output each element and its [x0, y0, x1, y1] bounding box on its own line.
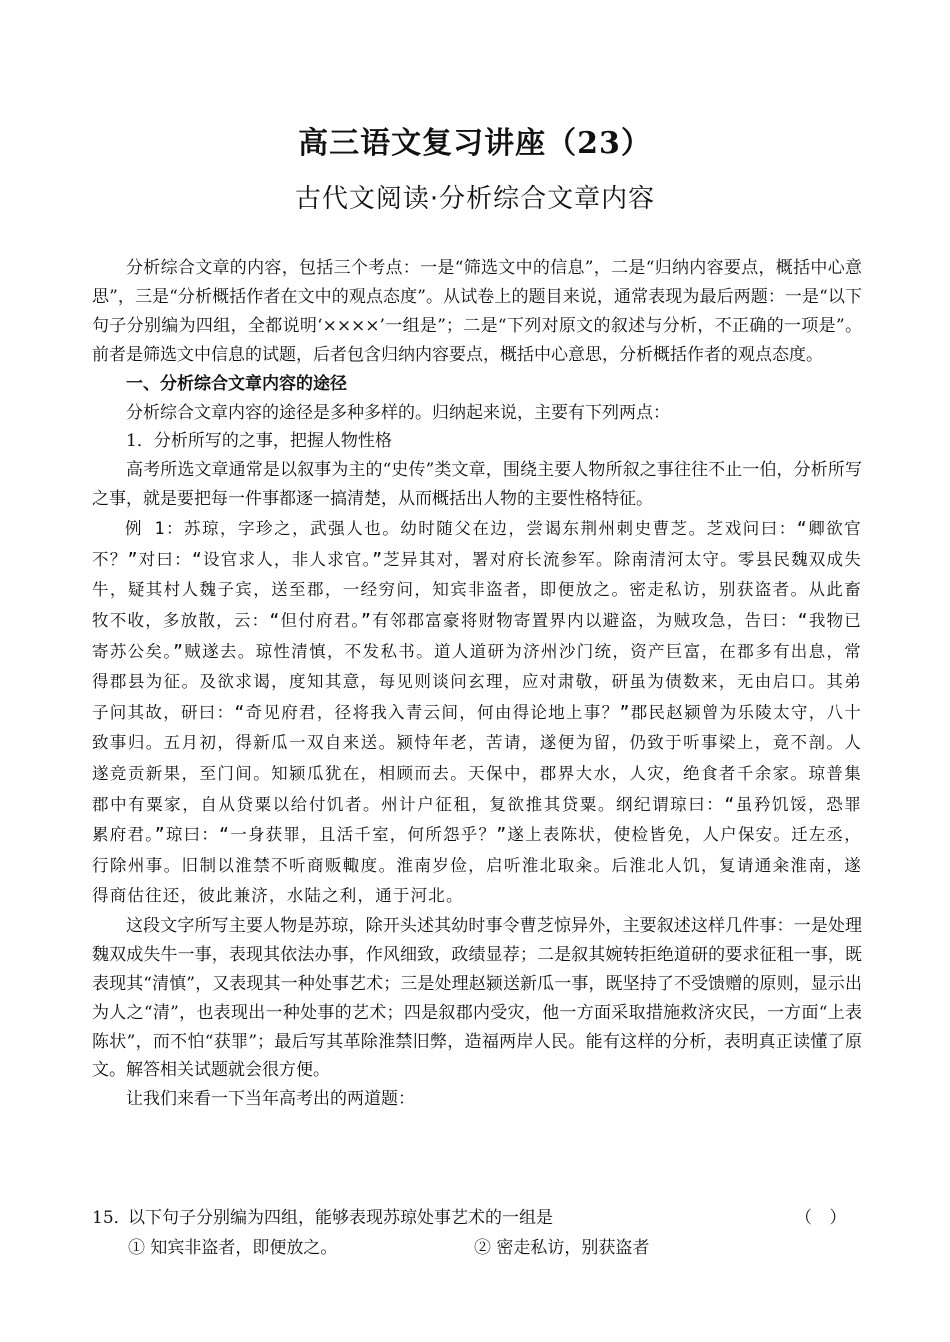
option-1: ① 知宾非盗者，即便放之。	[128, 1238, 338, 1258]
question-stem	[92, 1203, 862, 1233]
lead-in-paragraph: 让我们来看一下当年高考出的两道题：	[126, 1089, 415, 1110]
document-title: 高三语文复习讲座（23）	[298, 126, 652, 161]
question-text: 以下句子分别编为四组，能够表现苏琼处事艺术的一组是	[128, 1208, 553, 1228]
question-options	[92, 1233, 862, 1263]
section-heading: 一、分析综合文章内容的途径	[126, 373, 347, 394]
document-subtitle: 古代文阅读·分析综合文章内容	[294, 184, 656, 214]
analysis-paragraph: 这段文字所写主要人物是苏琼，除开头述其幼时事令曹芝惊异外，主要叙述这样几件事：一是处理魏双成失牛一事，表现其依法办事，作风细致，政绩显荐；二是叙其婉转拒绝道研的要求征租一事，既表现其“清慎”，又表现其一种处事艺术；三是处理赵颍送新瓜一事，既坚持了不受馈赠的原则，显示出为人之“清”，也表现出一种处事的艺术；四是叙郡内受灾，他一方面采取措施救济灾民，一方面“上表陈状”，而不怕“获罪”；最后写其革除淮禁旧弊，造福两岸人民。能有这样的分析，表明真正读懂了原文。解答相关试题就会很方便。	[92, 915, 862, 1081]
question-number: 15．	[92, 1208, 131, 1228]
point-heading: 1．分析所写的之事，把握人物性格	[126, 431, 392, 452]
point-paragraph: 高考所选文章通常是以叙事为主的“史传”类文章，围绕主要人物所叙之事往往不止一伯，分析所写之事，就是要把每一件事都逐一搞清楚，从而概括出人物的主要性格特征。	[92, 460, 862, 510]
intro-paragraph: 分析综合文章的内容，包括三个考点：一是“筛选文中的信息”，二是“归纳内容要点，概括中心意思”，三是“分析概括作者在文中的观点态度”。从试卷上的题目来说，通常表现为最后两题：一是“以下句子分别编为四组，全都说明‘××××’一组是”；二是“下列对原文的叙述与分析，不正确的一项是”。前者是筛选文中信息的试题，后者包含归纳内容要点，概括中心意思，分析概括作者的观点态度。	[92, 258, 862, 365]
question-15	[92, 1203, 862, 1263]
example-passage: 例 1：苏琼，字珍之，武强人也。幼时随父在边，尝谒东荆州刺史曹芝。芝戏问曰：“卿欲官不？”对曰：“设官求人，非人求官。”芝异其对，署对府长流参军。除南清河太守。零县民魏双成失牛，疑其村人魏子宾，送至郡，一经穷问，知宾非盗者，即便放之。密走私访，别获盗者。从此畜牧不收，多放散，云：“但付府君。”有邻郡富豪将财物寄置界内以避盗，为贼攻急，告曰：“我物已寄苏公矣。”贼遂去。琼性清慎，不发私书。道人道研为济州沙门统，资产巨富，在郡多有出息，常得郡县为征。及欲求谒，度知其意，每见则谈问玄理，应对肃敬，研虽为债数来，无由启口。其弟子问其故，研曰：“奇见府君，径将我入青云间，何由得论地上事？”郡民赵颍曾为乐陵太守，八十致事归。五月初，得新瓜一双自来送。颍恃年老，苦请，遂便为留，仍致于听事梁上，竟不剖。人遂竞贡新果，至门间。知颍瓜犹在，相顾而去。天保中，郡界大水，人灾，绝食者千余家。琼普集郡中有粟家，自从贷粟以给付饥者。州计户征租，复欲推其贷粟。纲纪谓琼曰：“虽矜饥馁，恐罪累府君。”琼曰：“一身获罪，且活千室，何所怨乎？”遂上表陈状，使检皆免，人户保安。迁左丞，行除州事。旧制以淮禁不听商贩輙度。淮南岁俭，启听淮北取籴。后淮北人饥，复请通籴淮南，遂得商估往还，彼此兼济，水陆之利，通于河北。	[92, 519, 862, 906]
option-2: ② 密走私访，别获盗者	[474, 1238, 650, 1258]
answer-blank: （ ）	[795, 1208, 853, 1228]
section-intro-paragraph: 分析综合文章内容的途径是多种多样的。归纳起来说，主要有下列两点：	[126, 402, 670, 423]
document-body	[92, 254, 862, 1114]
